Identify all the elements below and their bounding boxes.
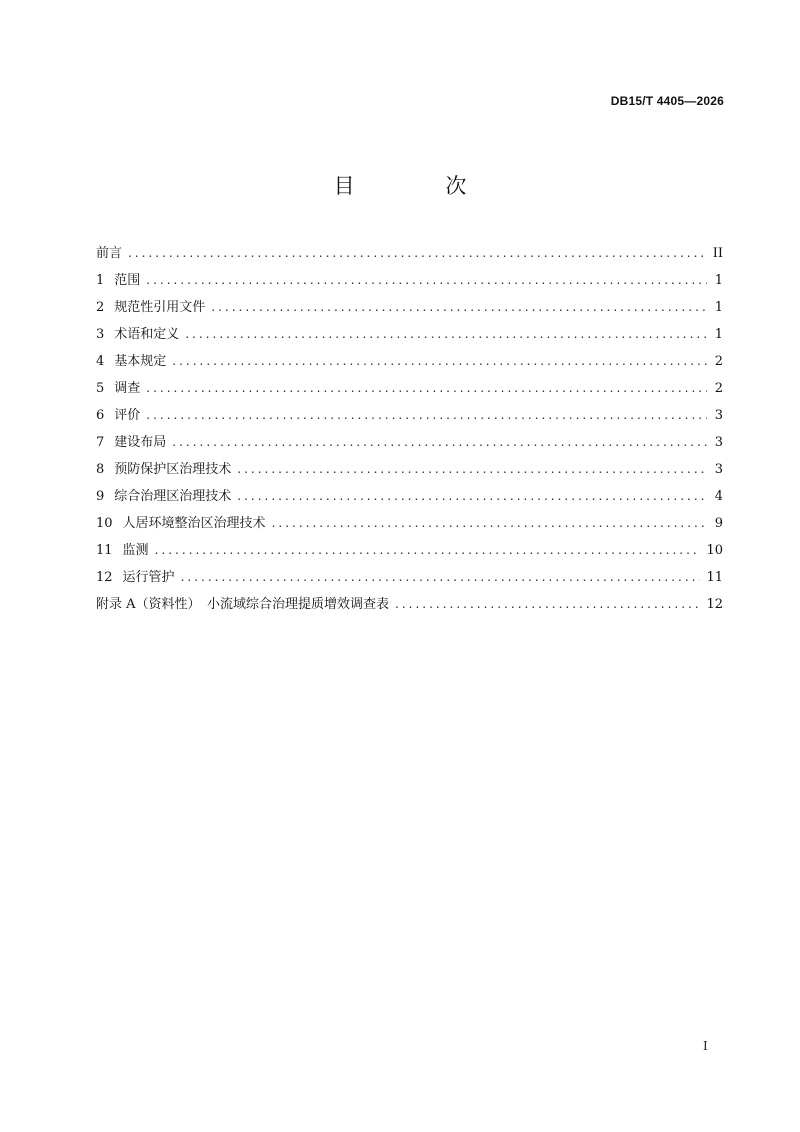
toc-leader-dots: [172, 430, 707, 454]
toc-entry-number: 9: [96, 489, 105, 504]
toc-entry-number: 8: [96, 462, 105, 477]
toc-leader-dots: [155, 538, 701, 562]
toc-entry-page: 10: [706, 543, 723, 558]
table-of-contents: [96, 241, 723, 619]
toc-entry-page: 2: [714, 354, 723, 369]
document-code: DB15/T 4405—2026: [610, 94, 724, 108]
toc-leader-dots: [146, 376, 707, 400]
toc-entry-number: 12: [96, 570, 113, 585]
toc-entry-survey[interactable]: [96, 376, 723, 403]
toc-entry-basic-provisions[interactable]: [96, 349, 723, 376]
toc-entry-number: 7: [96, 435, 105, 450]
toc-entry-evaluation[interactable]: [96, 403, 723, 430]
page-title: 目 次: [333, 174, 509, 198]
toc-entry-terms-definitions[interactable]: [96, 322, 723, 349]
toc-leader-dots: [172, 349, 707, 373]
toc-entry-operation-maintenance[interactable]: [96, 565, 723, 592]
toc-entry-number: 3: [96, 327, 105, 342]
toc-leader-dots: [181, 565, 701, 589]
toc-entry-page: 3: [714, 408, 723, 423]
toc-entry-label: 范围: [114, 273, 141, 288]
toc-leader-dots: [185, 322, 707, 346]
toc-leader-dots: [146, 268, 707, 292]
toc-entry-label: 调查: [114, 381, 141, 396]
toc-entry-normative-references[interactable]: [96, 295, 723, 322]
toc-entry-comprehensive-treatment[interactable]: [96, 484, 723, 511]
toc-entry-label: 基本规定: [114, 354, 167, 369]
toc-entry-label: 运行管护: [122, 570, 175, 585]
toc-entry-page: 3: [714, 462, 723, 477]
toc-entry-page: 4: [714, 489, 723, 504]
toc-entry-living-environment[interactable]: [96, 511, 723, 538]
toc-entry-page: 9: [714, 516, 723, 531]
toc-leader-dots: [272, 511, 707, 535]
toc-entry-label: 术语和定义: [114, 327, 180, 342]
toc-entry-number: 5: [96, 381, 105, 396]
toc-entry-label: 人居环境整治区治理技术: [122, 516, 266, 531]
toc-entry-page: 1: [714, 300, 723, 315]
toc-entry-label: 附录 A（资料性） 小流域综合治理提质增效调查表: [96, 597, 390, 612]
toc-leader-dots: [237, 484, 707, 508]
toc-entry-page: 12: [706, 597, 723, 612]
toc-entry-monitoring[interactable]: [96, 538, 723, 565]
toc-entry-number: 10: [96, 516, 113, 531]
toc-entry-label: 规范性引用文件: [114, 300, 206, 315]
toc-entry-page: 11: [706, 570, 723, 585]
toc-leader-dots: [395, 592, 700, 616]
toc-entry-label: 建设布局: [114, 435, 167, 450]
page-number: I: [703, 1039, 708, 1053]
toc-entry-prevention-protection[interactable]: [96, 457, 723, 484]
toc-entry-page: II: [712, 246, 723, 261]
toc-entry-label: 综合治理区治理技术: [114, 489, 232, 504]
toc-entry-page: 1: [714, 327, 723, 342]
toc-entry-label: 评价: [114, 408, 141, 423]
toc-entry-label: 监测: [122, 543, 149, 558]
toc-entry-page: 1: [714, 273, 723, 288]
toc-entry-page: 3: [714, 435, 723, 450]
toc-entry-number: 4: [96, 354, 105, 369]
toc-entry-construction-layout[interactable]: [96, 430, 723, 457]
toc-entry-number: 2: [96, 300, 105, 315]
toc-entry-page: 2: [714, 381, 723, 396]
toc-leader-dots: [237, 457, 707, 481]
toc-entry-appendix-a[interactable]: [96, 592, 723, 619]
toc-leader-dots: [211, 295, 707, 319]
toc-entry-label: 前言: [96, 246, 123, 261]
toc-entry-label: 预防保护区治理技术: [114, 462, 232, 477]
toc-entry-number: 11: [96, 543, 113, 558]
toc-entry-number: 6: [96, 408, 105, 423]
toc-leader-dots: [146, 403, 707, 427]
toc-entry-scope[interactable]: [96, 268, 723, 295]
toc-entry-number: 1: [96, 273, 105, 288]
toc-entry-foreword[interactable]: [96, 241, 723, 268]
toc-leader-dots: [128, 241, 707, 265]
